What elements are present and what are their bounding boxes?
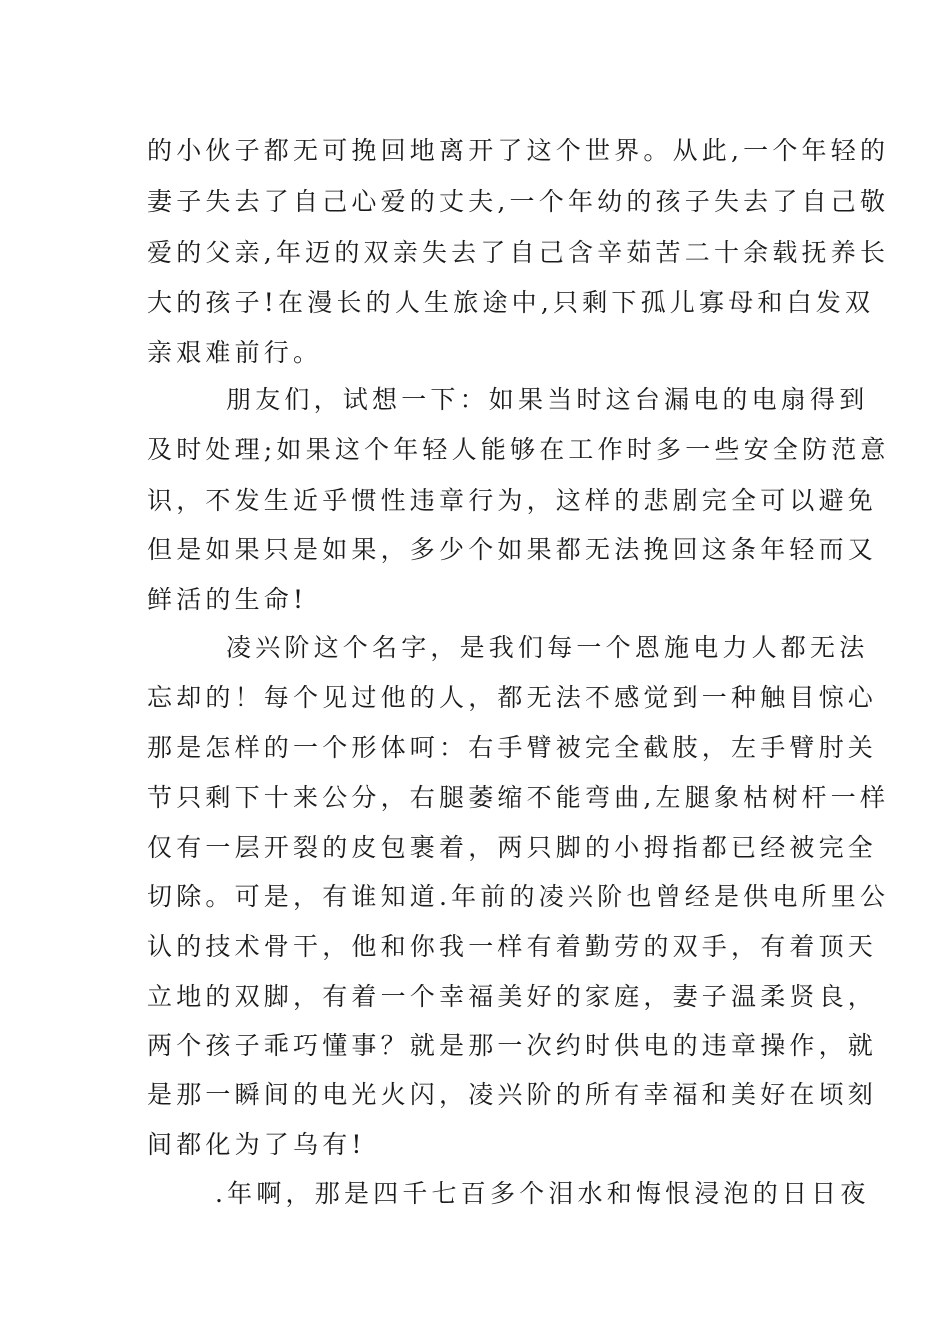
text-line: 的小伙子都无可挽回地离开了这个世界。从此,一个年轻的	[147, 136, 890, 165]
text-line: 立地的双脚，有着一个幸福美好的家庭，妻子温柔贤良，	[147, 982, 878, 1011]
text-line: 大的孩子!在漫长的人生旅途中,只剩下孤儿寡母和白发双	[147, 288, 875, 317]
paragraph-start-line: 朋友们，试想一下：如果当时这台漏电的电扇得到	[226, 385, 869, 414]
text-line: 但是如果只是如果，多少个如果都无法挽回这条年轻而又	[147, 535, 878, 564]
text-line: 鲜活的生命!	[147, 585, 308, 614]
text-line: 仅有一层开裂的皮包裹着，两只脚的小拇指都已经被完全	[147, 833, 878, 862]
text-line: 间都化为了乌有!	[147, 1130, 366, 1159]
text-line: 妻子失去了自己心爱的丈夫,一个年幼的孩子失去了自己敬	[147, 187, 890, 216]
text-line: 识，不发生近乎惯性违章行为，这样的悲剧完全可以避免	[147, 486, 878, 515]
text-line: 是那一瞬间的电光火闪，凌兴阶的所有幸福和美好在顷刻	[147, 1080, 878, 1109]
text-line: 忘却的！每个见过他的人，都无法不感觉到一种触目惊心	[147, 683, 878, 712]
text-line: 认的技术骨干，他和你我一样有着勤劳的双手，有着顶天	[147, 932, 878, 961]
text-line: 切除。可是，有谁知道.年前的凌兴阶也曾经是供电所里公	[147, 882, 890, 911]
paragraph-start-line: .年啊，那是四千七百多个泪水和悔恨浸泡的日日夜	[215, 1179, 870, 1208]
text-line: 爱的父亲,年迈的双亲失去了自己含辛茹苦二十余载抚养长	[147, 238, 890, 267]
text-line: 节只剩下十来公分，右腿萎缩不能弯曲,左腿象枯树杆一样	[147, 783, 890, 812]
text-line: 那是怎样的一个形体呵：右手臂被完全截肢，左手臂肘关	[147, 733, 878, 762]
text-line: 及时处理;如果这个年轻人能够在工作时多一些安全防范意	[147, 435, 890, 464]
text-line: 两个孩子乖巧懂事？就是那一次约时供电的违章操作，就	[147, 1031, 878, 1060]
paragraph-start-line: 凌兴阶这个名字，是我们每一个恩施电力人都无法	[226, 633, 869, 662]
text-line: 亲艰难前行。	[147, 338, 323, 367]
